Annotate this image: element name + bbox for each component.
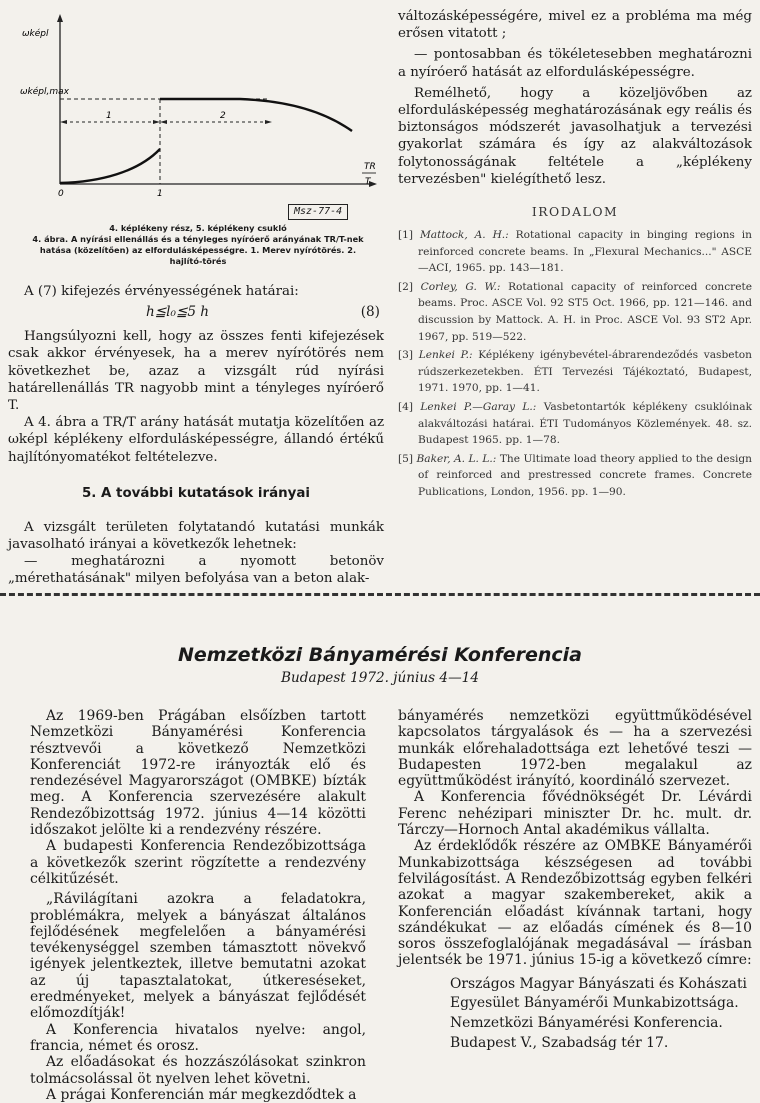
reference-item: [3] Lenkei P.: Képlékeny igénybevétel-ábrarendeződés vasbeton rúdszerkezetekben. ÉTI Tervezési Tájékoztató, Budapest, 1971. 1970, pp. 1—41.: [398, 349, 752, 395]
article2-right-column: [398, 708, 752, 1053]
x-axis-label-bottom: T: [365, 177, 371, 187]
x-tick-label: 1: [157, 189, 163, 199]
paragraph: A vizsgált területen folytatandó kutatási munkák javasolható irányai a következők lehetnek:: [8, 519, 384, 553]
references-heading: IRODALOM: [531, 204, 619, 220]
paragraph: A 4. ábra a TR/T arány hatását mutatja közelítően az ωképl képlékeny elfordulásképességre, állandó értékű hajlítónyomatékot feltételezve.: [8, 415, 384, 465]
paragraph: Hangsúlyozni kell, hogy az összes fenti kifejezések csak akkor érvényesek, ha a merev nyírótörés nem következhet be, azaz a vizsgált rúd nyírási határellenállás TR nagyobb mint a tényleges nyíróerő T.: [8, 329, 384, 414]
reference-item: [2] Corley, G. W.: Rotational capacity of reinforced concrete beams. Proc. ASCE Vol. 92 ST5 Oct. 1966, pp. 121—146. and discussion by Mattock. A. H. in Proc. ASCE Vol. 93 ST2 Apr. 1967, pp. 519—522.: [398, 280, 753, 343]
caption-line: 4. képlékeny rész, 5. képlékeny csukló: [109, 223, 287, 233]
formula-row: [8, 304, 384, 326]
paragraph: A budapesti Konferencia Rendezőbizottsága a következők szerint rögzítette a rendezvény célkitűzését.: [30, 838, 366, 887]
formula: h≦l₀≦5 h: [146, 304, 210, 321]
paragraph: Az 1969-ben Prágában elsőízben tartott Nemzetközi Bányamérési Konferencia résztvevői a következő Nemzetközi Konferenciát 1972-re irányozták elő és rendezésével Magyarországot (OMBKE) bízták meg. A Konferencia szervezésére alakult Rendezőbizottság 1972. június 4—14 közötti időszakot jelölte ki a rendezvény részére.: [30, 708, 366, 839]
paragraph: Az előadásokat és hozzászólásokat szinkron tolmácsolással öt nyelven lehet követni.: [30, 1054, 366, 1087]
origin-label: 0: [58, 189, 64, 199]
y-axis-label: ωképl: [22, 29, 49, 39]
reference-item: [1] Mattock, A. H.: Rotational capacity in binging regions in reinforced concrete beams. In „Flexural Mechanics..." ASCE—ACI, 1965. pp. 143—181.: [398, 229, 752, 275]
paragraph: Remélhető, hogy a közeljövőben az elfordulásképesség meghatározásának egy reális és biztonságos módszerét javasolhatjuk a tervezési gyakorlat számára és így az alakváltozások folytonosságának feltétele a „képlékeny tervezésben" kielégíthető lesz.: [398, 85, 752, 187]
region-2-label: 2: [220, 111, 226, 121]
address-line: Országos Magyar Bányászati és Kohászati: [450, 975, 747, 992]
right-column: [398, 8, 752, 503]
paragraph: A prágai Konferencián már megkezdődtek a: [46, 1086, 357, 1103]
caption-line: hatása (közelítően) az elfordulásképességre. 1. Merev nyírótörés. 2.: [39, 245, 357, 255]
y-axis-arrow: [57, 14, 63, 22]
dim-arrow: [160, 120, 167, 124]
formula-number: (8): [360, 304, 380, 321]
article2-left-column: [30, 708, 366, 1103]
address-line: Budapest V., Szabadság tér 17.: [450, 1034, 669, 1051]
reference-item: [4] Lenkei P.—Garay L.: Vasbetontartók képlékeny csuklóinak alakváltozási határai. ÉTI Tudományos Közlemények. 48. sz. Budapest 1965. pp. 1—78.: [398, 400, 752, 447]
article-title: Nemzetközi Bányamérési Konferencia: [177, 644, 583, 666]
x-axis-label-top: TR: [364, 162, 376, 172]
paragraph: bányamérés nemzetközi együttműködésével kapcsolatos tárgyalások és — ha a szervezési munkák előrehaladottsága ezt lehetővé teszi — Budapesten 1972-ben megalakul az együttműködést irányító, koordináló szervezet.: [398, 708, 752, 790]
left-column: [8, 283, 384, 588]
caption-line: 4. ábra. A nyírási ellenállás és a tényleges nyíróerő arányának TR/T-nek: [32, 234, 364, 244]
figure-4-chart: [20, 12, 380, 222]
address-block: [450, 975, 752, 1053]
article-divider: [0, 593, 760, 596]
dim-arrow: [153, 120, 160, 124]
section-heading: 5. A további kutatások irányai: [81, 485, 311, 501]
paragraph: — meghatározni a nyomott betonöv „mérethatásának" milyen befolyása van a beton alak-: [8, 554, 384, 587]
dim-arrow: [60, 120, 67, 124]
paragraph: Az érdeklődők részére az OMBKE Bányamérői Munkabizottsága készségesen ad további felvilágosítást. A Rendezőbizottság egyben felkéri azokat a magyar szakembereket, akik a Konferencián előadást kívánnak tartani, hogy szándékukat — az előadás címének és 8—10 soros összefoglalójának megadásával — írásban jelentsék be 1971. június 15-ig a következő címre:: [398, 838, 752, 969]
limits-intro: A (7) kifejezés érvényességének határai:: [24, 284, 299, 299]
reference-item: [5] Baker, A. L. L.: The Ultimate load theory applied to the design of reinforced and prestressed concrete frames. Concrete Publications, London, 1956. pp. 1—90.: [398, 452, 752, 498]
article-subtitle: Budapest 1972. június 4—14: [281, 670, 479, 686]
shear-failure-curve: [60, 149, 160, 183]
paragraph: A Konferencia hivatalos nyelve: angol, francia, német és orosz.: [30, 1021, 366, 1054]
figure-caption: [4, 223, 392, 267]
paragraph: „Rávilágítani azokra a feladatokra, problémákra, melyek a bányászat általános fejlődésének megfelelően a bányamérési tevékenységgel szemben támasztott növekvő igények jelentkeztek, illetve bemutatni azokat az új tapasztalatokat, útkereséseket, eredményeket, melyek a bányászat fejlődését előmozdítják!: [30, 891, 366, 1022]
paragraph: — pontosabban és tökéletesebben meghatározni a nyíróerő hatását az elfordulásképességre.: [398, 47, 752, 80]
address-line: Nemzetközi Bányamérési Konferencia.: [450, 1014, 723, 1031]
paragraph: A Konferencia fővédnökségét Dr. Lévárdi Ferenc nehézipari miniszter Dr. hc. mult. dr. Tárczy—Hornoch Antal akadémikus vállalta.: [398, 789, 752, 839]
dim-arrow: [265, 120, 272, 124]
bending-failure-curve: [160, 99, 352, 131]
address-line: Egyesület Bányamérői Munkabizottsága.: [450, 995, 739, 1012]
caption-line: hajlító-törés: [169, 256, 227, 266]
paragraph: változásképességére, mivel ez a probléma ma még erősen vitatott ;: [398, 9, 752, 42]
y-max-label: ωképl,max: [20, 87, 69, 97]
region-1-label: 1: [106, 111, 112, 121]
references-list: [398, 227, 752, 501]
figure-code-stamp: Msz-77-4: [288, 204, 348, 220]
